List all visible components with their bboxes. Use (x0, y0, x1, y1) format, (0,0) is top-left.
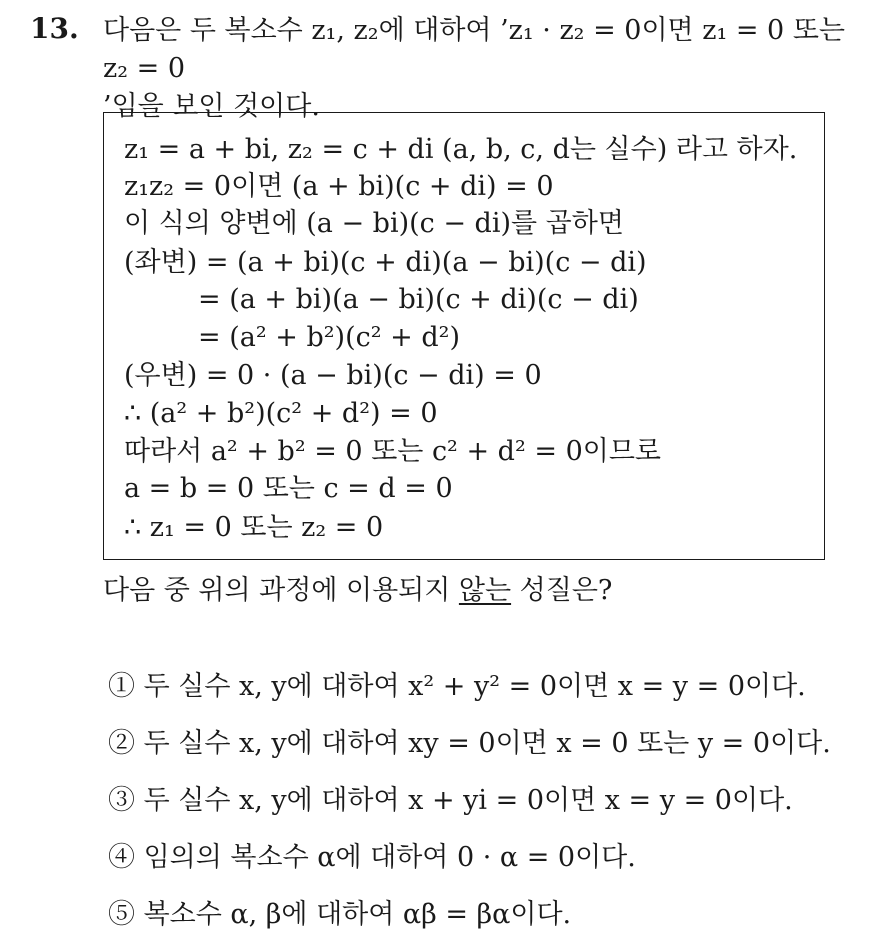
answer-option-4[interactable]: ④ 임의의 복소수 α에 대하여 0 · α = 0이다. (108, 842, 636, 873)
proof-line: 이 식의 양변에 (a − bi)(c − di)를 곱하면 (124, 208, 624, 239)
proof-line: 따라서 a² + b² = 0 또는 c² + d² = 0이므로 (124, 436, 661, 467)
proof-line: = (a² + b²)(c² + d²) (198, 322, 460, 353)
prompt-after: 성질은? (511, 575, 613, 606)
proof-line: ∴ (a² + b²)(c² + d²) = 0 (124, 398, 438, 429)
question-prompt (103, 572, 612, 610)
stem-line-2: ’임을 보인 것이다. (103, 91, 320, 122)
question-stem (103, 12, 873, 126)
proof-box (103, 112, 825, 560)
proof-line: (좌변) = (a + bi)(c + di)(a − bi)(c − di) (124, 247, 647, 278)
prompt-underlined: 않는 (458, 575, 512, 606)
prompt-before: 다음 중 위의 과정에 이용되지 (103, 575, 459, 606)
proof-line: (우변) = 0 · (a − bi)(c − di) = 0 (124, 360, 542, 391)
proof-line: ∴ z₁ = 0 또는 z₂ = 0 (124, 512, 384, 543)
proof-line: z₁z₂ = 0이면 (a + bi)(c + di) = 0 (124, 171, 554, 202)
question-number: 13. (30, 12, 79, 45)
answer-option-2[interactable]: ② 두 실수 x, y에 대하여 xy = 0이면 x = 0 또는 y = 0이다. (108, 728, 831, 759)
proof-line: z₁ = a + bi, z₂ = c + di (a, b, c, d는 실수) 라고 하자. (124, 134, 798, 165)
answer-option-5[interactable]: ⑤ 복소수 α, β에 대하여 αβ = βα이다. (108, 899, 572, 930)
proof-line: a = b = 0 또는 c = d = 0 (124, 473, 453, 504)
stem-line-1: 다음은 두 복소수 z₁, z₂에 대하여 ’z₁ · z₂ = 0이면 z₁ = 0 또는 z₂ = 0 (103, 15, 845, 84)
answer-option-3[interactable]: ③ 두 실수 x, y에 대하여 x + yi = 0이면 x = y = 0이다. (108, 785, 793, 816)
proof-line: = (a + bi)(a − bi)(c + di)(c − di) (198, 284, 639, 315)
answer-option-1[interactable]: ① 두 실수 x, y에 대하여 x² + y² = 0이면 x = y = 0이다. (108, 671, 806, 702)
